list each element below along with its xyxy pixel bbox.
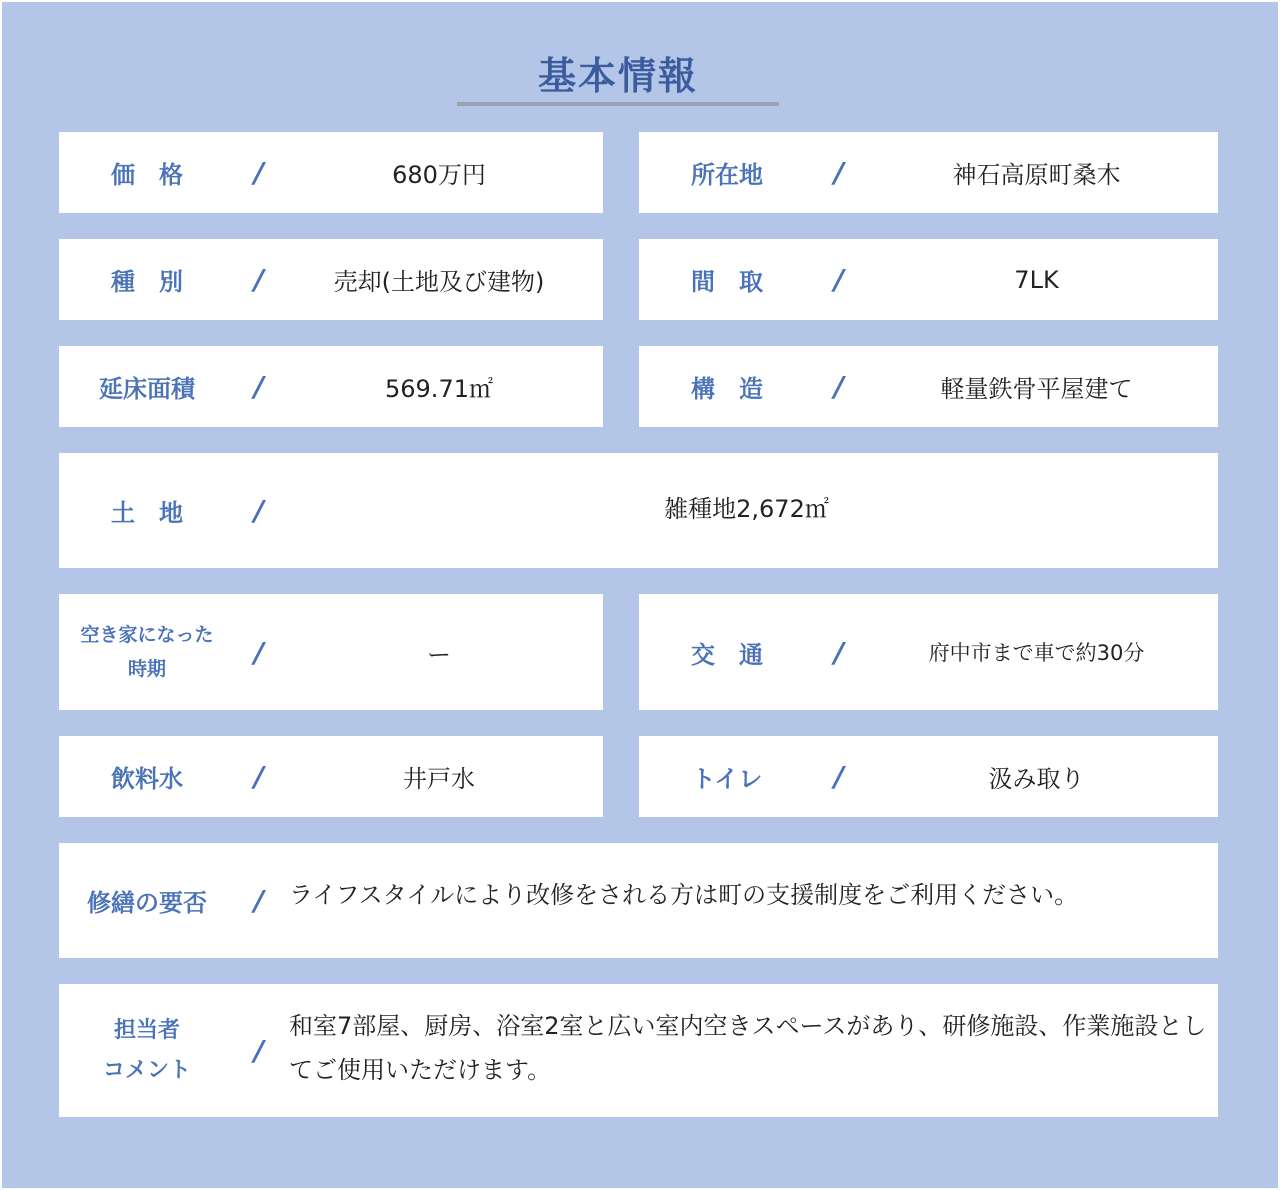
title-underline bbox=[457, 102, 779, 106]
separator: / bbox=[253, 494, 265, 527]
layout-label: 間 取 bbox=[691, 268, 763, 296]
type-value: 売却(土地及び建物) bbox=[333, 268, 545, 296]
row-toilet bbox=[639, 736, 1218, 817]
location-label: 所在地 bbox=[691, 161, 763, 189]
separator: / bbox=[833, 156, 845, 189]
separator: / bbox=[253, 760, 265, 793]
floor-area-label: 延床面積 bbox=[99, 375, 195, 403]
separator: / bbox=[833, 370, 845, 403]
comment-label: 担当者 コメント bbox=[102, 1017, 191, 1083]
water-label: 飲料水 bbox=[111, 765, 183, 793]
structure-value: 軽量鉄骨平屋建て bbox=[940, 375, 1133, 403]
separator: / bbox=[253, 263, 265, 296]
structure-label: 構 造 bbox=[691, 375, 763, 403]
repair-value: ライフスタイルにより改修をされる方は町の支援制度をご利用ください。 bbox=[289, 881, 1079, 909]
info-panel bbox=[2, 2, 1278, 1188]
floor-area-value: 569.71㎡ bbox=[385, 375, 493, 403]
row-floor-area bbox=[59, 346, 603, 427]
comment-value: 和室7部屋、厨房、浴室2室と広い室内空きスペースがあり、研修施設、作業施設としてご使用いただけます。 bbox=[289, 1012, 1207, 1084]
vacant-since-value: ー bbox=[427, 640, 451, 669]
access-value: 府中市まで車で約30分 bbox=[928, 641, 1145, 665]
row-comment bbox=[59, 984, 1218, 1117]
row-price bbox=[59, 132, 603, 213]
separator: / bbox=[253, 884, 265, 917]
land-label: 土 地 bbox=[111, 499, 183, 527]
row-structure bbox=[639, 346, 1218, 427]
water-value: 井戸水 bbox=[403, 765, 475, 793]
separator: / bbox=[833, 635, 845, 669]
land-value: 雑種地2,672㎡ bbox=[664, 495, 829, 523]
separator: / bbox=[253, 1034, 265, 1067]
separator: / bbox=[253, 156, 265, 189]
row-water bbox=[59, 736, 603, 817]
toilet-value: 汲み取り bbox=[988, 765, 1085, 793]
row-location bbox=[639, 132, 1218, 213]
separator: / bbox=[253, 635, 265, 669]
row-land bbox=[59, 453, 1218, 568]
repair-label: 修繕の要否 bbox=[87, 889, 207, 917]
location-value: 神石高原町桑木 bbox=[952, 161, 1121, 189]
separator: / bbox=[833, 760, 845, 793]
vacant-since-label: 空き家になった 時期 bbox=[80, 624, 214, 680]
row-vacant-since bbox=[59, 594, 603, 710]
price-label: 価 格 bbox=[111, 161, 183, 189]
layout-value: 7LK bbox=[1014, 265, 1059, 294]
toilet-label: トイレ bbox=[691, 765, 763, 793]
type-label: 種 別 bbox=[111, 268, 183, 296]
page-title: 基本情報 bbox=[537, 54, 698, 98]
row-repair bbox=[59, 843, 1218, 958]
access-label: 交 通 bbox=[691, 640, 763, 669]
price-value: 680万円 bbox=[392, 161, 486, 189]
separator: / bbox=[833, 263, 845, 296]
row-layout bbox=[639, 239, 1218, 320]
separator: / bbox=[253, 370, 265, 403]
row-type bbox=[59, 239, 603, 320]
row-access bbox=[639, 594, 1218, 710]
